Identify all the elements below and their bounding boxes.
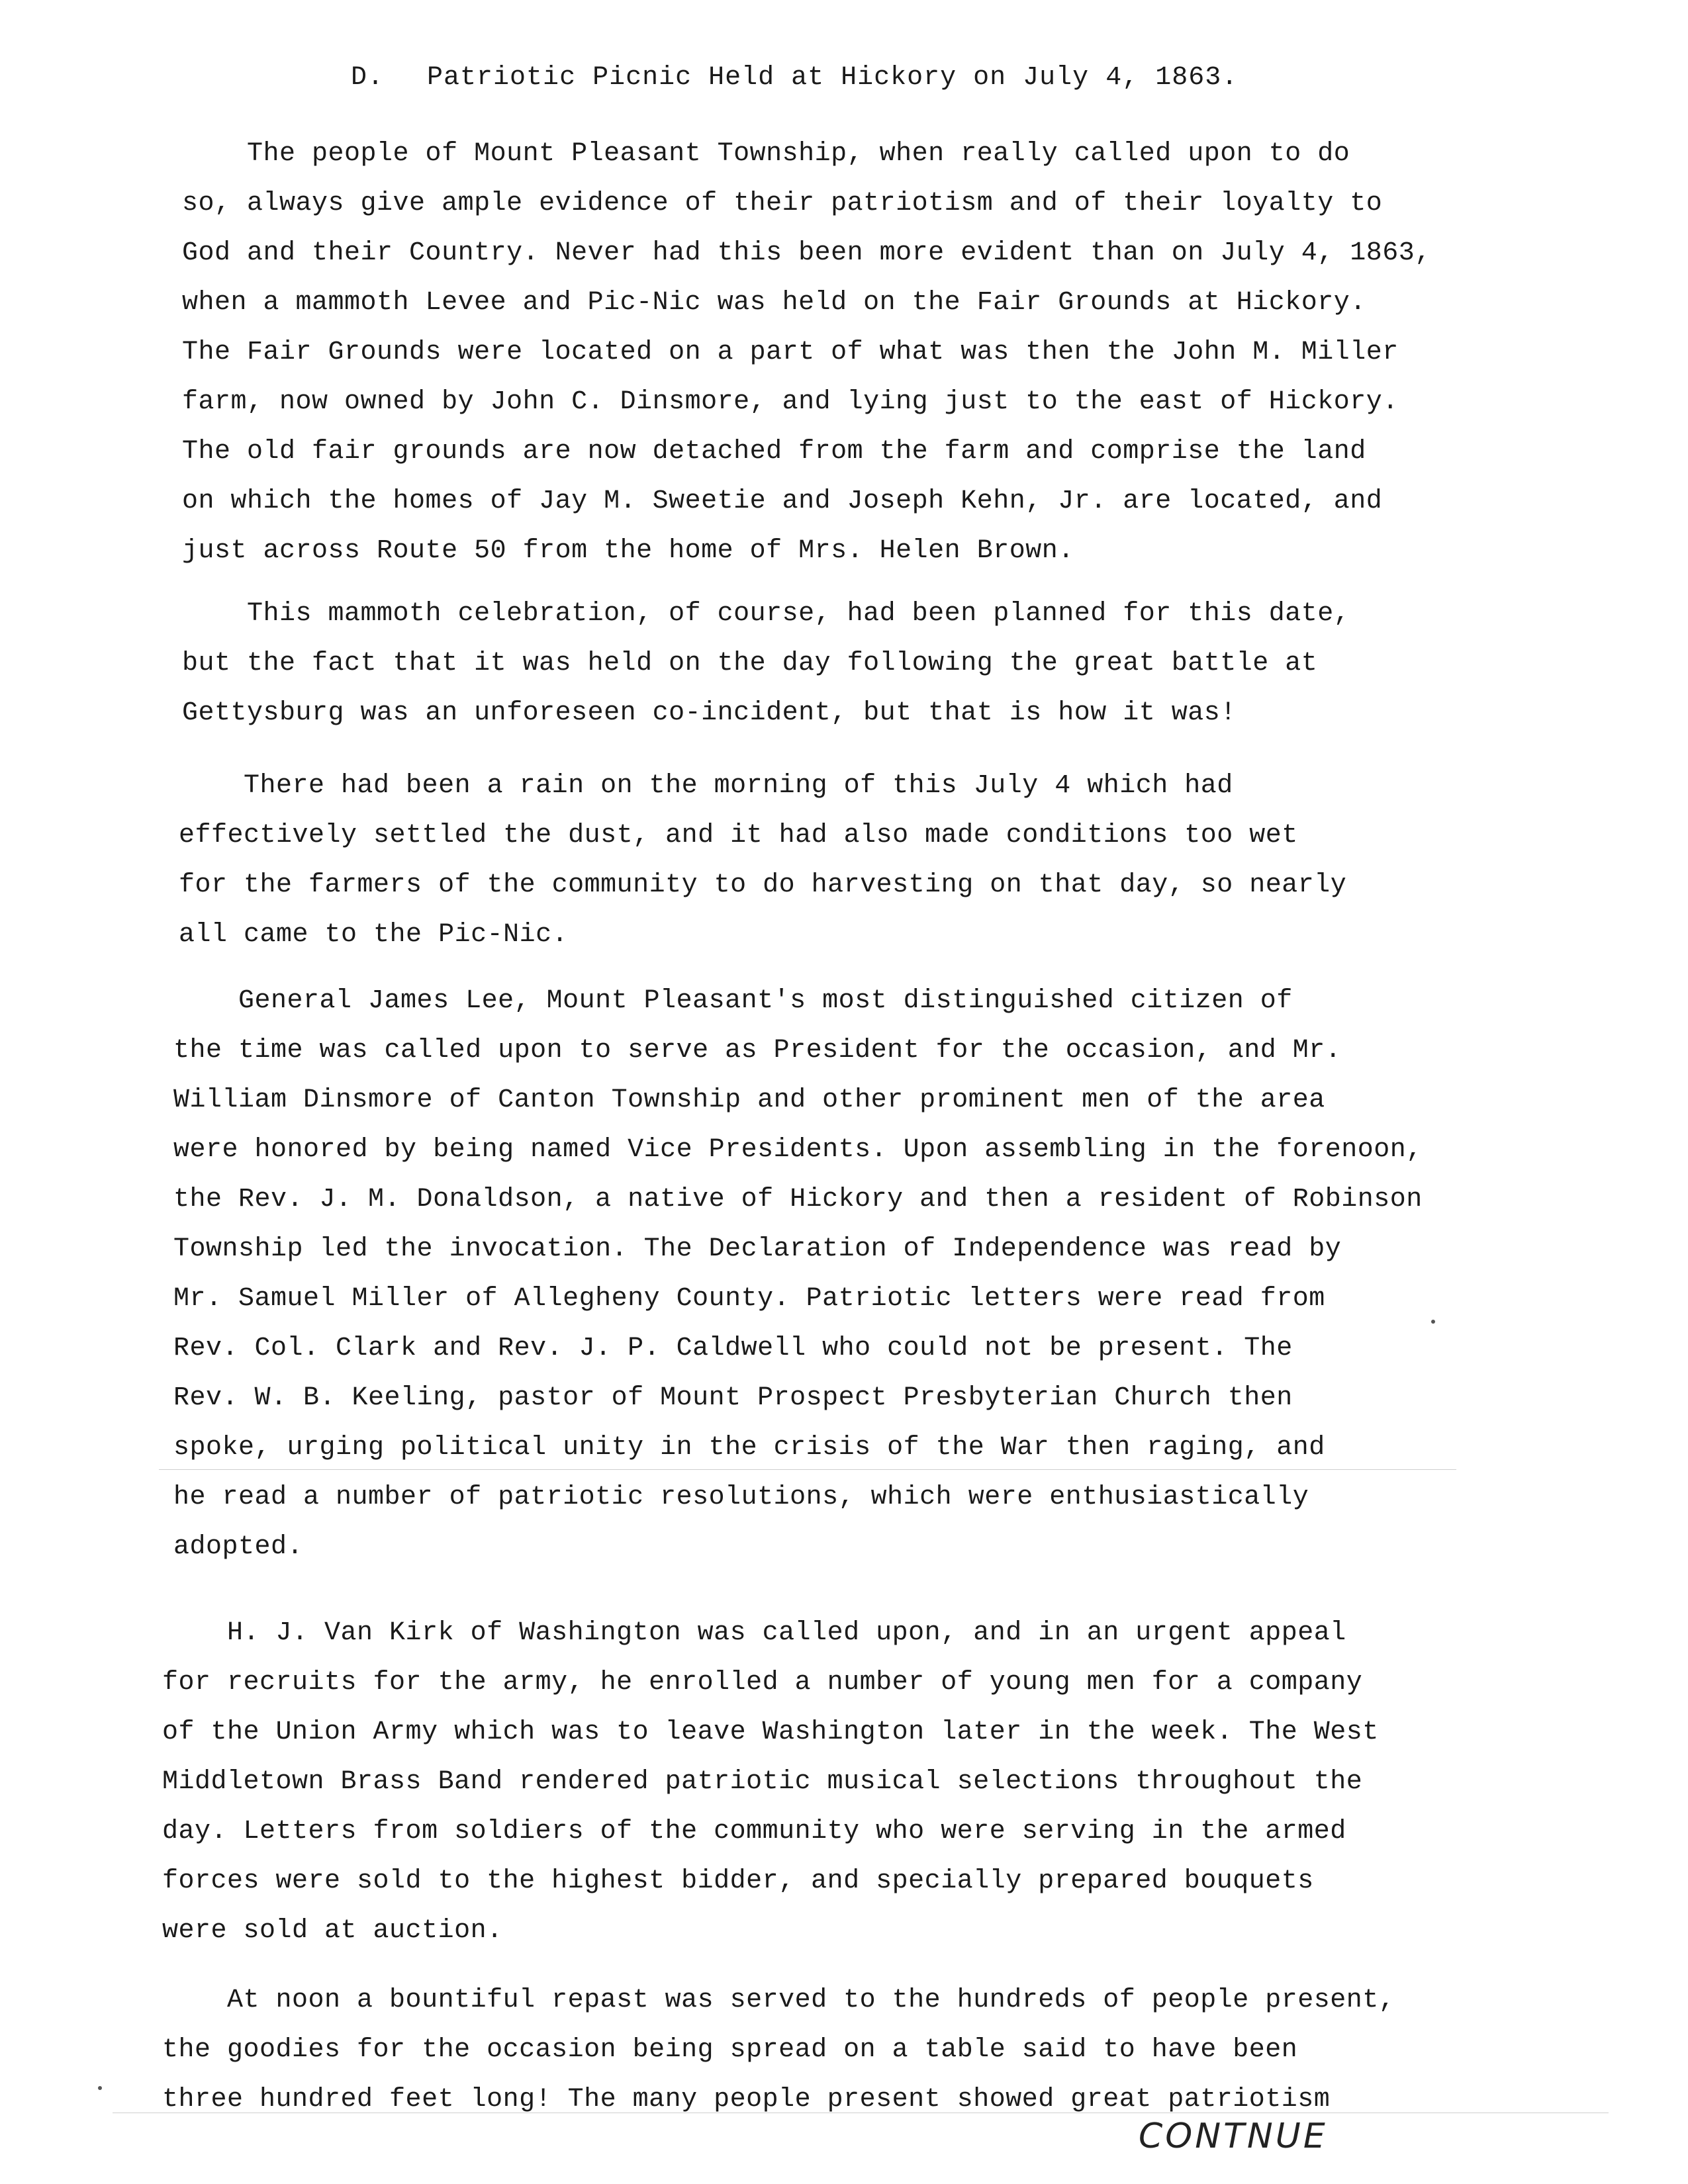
text-line: the Rev. J. M. Donaldson, a native of Hickory and then a resident of Robinson — [173, 1185, 1423, 1214]
text-line: so, always give ample evidence of their patriotism and of their loyalty to — [182, 189, 1383, 218]
text-line: General James Lee, Mount Pleasant's most distinguished citizen of — [173, 986, 1293, 1016]
text-line: The Fair Grounds were located on a part of what was then the John M. Miller — [182, 338, 1399, 367]
text-line: on which the homes of Jay M. Sweetie and Joseph Kehn, Jr. are located, and — [182, 486, 1383, 516]
text-line: day. Letters from soldiers of the community who were serving in the armed — [162, 1817, 1346, 1846]
text-line: the time was called upon to serve as President for the occasion, and Mr. — [173, 1036, 1342, 1066]
section-heading — [351, 63, 1238, 93]
text-line: Gettysburg was an unforeseen co-incident, but that is how it was! — [182, 698, 1237, 728]
text-line: but the fact that it was held on the day following the great battle at — [182, 649, 1318, 678]
handwritten-continue-note: CONTNUE — [1139, 2116, 1328, 2156]
text-line: This mammoth celebration, of course, had been planned for this date, — [182, 599, 1350, 629]
text-line: adopted. — [173, 1532, 304, 1562]
text-line: The people of Mount Pleasant Township, when really called upon to do — [182, 139, 1350, 169]
paragraph — [182, 589, 1350, 738]
text-line: he read a number of patriotic resolutions, which were enthusiastically — [173, 1482, 1309, 1512]
paragraph — [179, 761, 1346, 960]
ink-speck — [1431, 1320, 1435, 1324]
text-line: Middletown Brass Band rendered patriotic musical selections throughout the — [162, 1767, 1363, 1797]
section-title: Patriotic Picnic Held at Hickory on July 4, 1863. — [427, 63, 1239, 93]
text-line: H. J. Van Kirk of Washington was called upon, and in an urgent appeal — [162, 1618, 1346, 1648]
text-line: forces were sold to the highest bidder, and specially prepared bouquets — [162, 1866, 1314, 1896]
text-line: just across Route 50 from the home of Mrs. Helen Brown. — [182, 536, 1074, 566]
text-line: for recruits for the army, he enrolled a number of young men for a company — [162, 1668, 1363, 1698]
text-line: There had been a rain on the morning of this July 4 which had — [179, 771, 1233, 801]
text-line: farm, now owned by John C. Dinsmore, and lying just to the east of Hickory. — [182, 387, 1399, 417]
section-marker: D. — [351, 63, 385, 93]
text-line: At noon a bountiful repast was served to the hundreds of people present, — [162, 1985, 1395, 2015]
text-line: Township led the invocation. The Declaration of Independence was read by — [173, 1234, 1342, 1264]
paragraph — [182, 129, 1431, 576]
text-line: The old fair grounds are now detached from the farm and comprise the land — [182, 437, 1366, 467]
text-line: were sold at auction. — [162, 1916, 503, 1946]
text-line: were honored by being named Vice Presidents. Upon assembling in the forenoon, — [173, 1135, 1423, 1165]
text-line: the goodies for the occasion being spread on a table said to have been — [162, 2035, 1298, 2065]
paragraph — [173, 976, 1423, 1572]
paragraph — [162, 1608, 1379, 1956]
text-line: Rev. W. B. Keeling, pastor of Mount Prospect Presbyterian Church then — [173, 1383, 1293, 1413]
ink-speck — [98, 2086, 102, 2090]
paragraph — [162, 1976, 1395, 2124]
text-line: of the Union Army which was to leave Washington later in the week. The West — [162, 1717, 1379, 1747]
text-line: for the farmers of the community to do harvesting on that day, so nearly — [179, 870, 1347, 900]
text-line: God and their Country. Never had this been more evident than on July 4, 1863, — [182, 238, 1431, 268]
text-line: three hundred feet long! The many people present showed great patriotism — [162, 2085, 1331, 2115]
text-line: William Dinsmore of Canton Township and other prominent men of the area — [173, 1085, 1325, 1115]
text-line: spoke, urging political unity in the crisis of the War then raging, and — [173, 1433, 1325, 1463]
text-line: Mr. Samuel Miller of Allegheny County. Patriotic letters were read from — [173, 1284, 1325, 1314]
text-line: effectively settled the dust, and it had also made conditions too wet — [179, 821, 1298, 850]
text-line: Rev. Col. Clark and Rev. J. P. Caldwell who could not be present. The — [173, 1334, 1293, 1363]
text-line: all came to the Pic-Nic. — [179, 920, 569, 950]
text-line: when a mammoth Levee and Pic-Nic was held on the Fair Grounds at Hickory. — [182, 288, 1366, 318]
